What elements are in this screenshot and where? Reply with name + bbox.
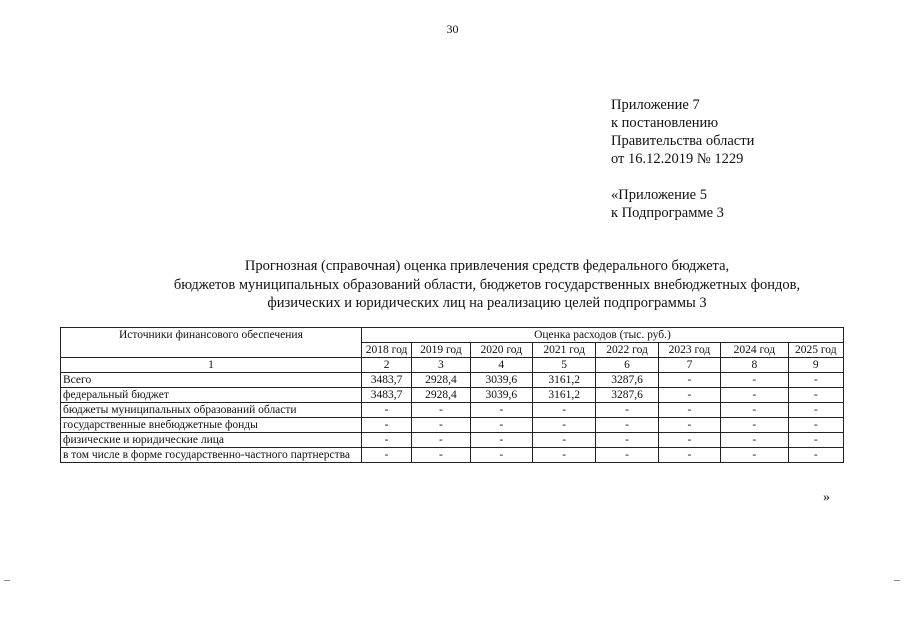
appendix-line: к постановлению: [611, 115, 719, 131]
value-cell: -: [788, 433, 843, 448]
table-header-row: [61, 328, 844, 343]
value-cell: 3161,2: [532, 373, 595, 388]
column-number-cell: 7: [658, 358, 720, 373]
value-cell: 3039,6: [470, 388, 532, 403]
value-cell: -: [658, 388, 720, 403]
appendix-ref-line: «Приложение 5: [611, 187, 707, 203]
value-cell: -: [788, 448, 843, 463]
value-cell: -: [412, 433, 470, 448]
value-cell: -: [721, 403, 788, 418]
source-header-cell: Источники финансового обеспечения: [61, 328, 362, 358]
value-cell: -: [532, 403, 595, 418]
value-cell: -: [361, 403, 411, 418]
year-cell: 2024 год: [721, 343, 788, 358]
value-cell: -: [532, 433, 595, 448]
value-cell: -: [658, 418, 720, 433]
appendix-ref-line: к Подпрограмме 3: [611, 205, 724, 221]
appendix-line: Правительства области: [611, 133, 755, 149]
title-line: физических и юридических лиц на реализацию целей подпрограммы 3: [267, 295, 707, 311]
year-cell: 2019 год: [412, 343, 470, 358]
row-label: Всего: [61, 373, 362, 388]
column-number-cell: 9: [788, 358, 843, 373]
page-number: 30: [446, 22, 459, 36]
value-cell: -: [788, 418, 843, 433]
value-cell: -: [721, 388, 788, 403]
value-cell: -: [596, 448, 658, 463]
value-cell: -: [412, 418, 470, 433]
value-cell: -: [788, 388, 843, 403]
value-cell: -: [470, 403, 532, 418]
appendix-line: Приложение 7: [611, 97, 700, 113]
value-cell: -: [788, 403, 843, 418]
value-cell: -: [658, 403, 720, 418]
closing-quote: »: [823, 490, 830, 505]
row-label: федеральный бюджет: [61, 388, 362, 403]
table-row: [61, 403, 844, 418]
table-row: [61, 448, 844, 463]
row-label: государственные внебюджетные фонды: [61, 418, 362, 433]
column-number-row: [61, 358, 844, 373]
table-row: [61, 433, 844, 448]
column-number-cell: 3: [412, 358, 470, 373]
appendix-block: [611, 96, 754, 168]
value-cell: -: [721, 448, 788, 463]
year-cell: 2023 год: [658, 343, 720, 358]
value-cell: -: [532, 448, 595, 463]
row-label: физические и юридические лица: [61, 433, 362, 448]
value-cell: 2928,4: [412, 373, 470, 388]
value-cell: 3039,6: [470, 373, 532, 388]
column-number-cell: 5: [532, 358, 595, 373]
table-row: [61, 418, 844, 433]
value-cell: -: [596, 418, 658, 433]
value-cell: -: [532, 418, 595, 433]
year-cell: 2021 год: [532, 343, 595, 358]
right-edge-mark: [894, 580, 900, 581]
table-row: [61, 388, 844, 403]
value-cell: -: [658, 448, 720, 463]
value-cell: -: [721, 418, 788, 433]
value-cell: -: [788, 373, 843, 388]
value-cell: -: [361, 448, 411, 463]
value-cell: -: [658, 433, 720, 448]
title-line: Прогнозная (справочная) оценка привлечения средств федерального бюджета,: [244, 258, 730, 274]
financing-table: [60, 327, 844, 463]
year-cell: 2018 год: [361, 343, 411, 358]
value-cell: 3483,7: [361, 373, 411, 388]
value-cell: -: [721, 373, 788, 388]
table-row: [61, 373, 844, 388]
year-cell: 2020 год: [470, 343, 532, 358]
column-number-cell: 1: [61, 358, 362, 373]
document-title: [100, 257, 874, 313]
value-cell: 2928,4: [412, 388, 470, 403]
estimate-header-cell: Оценка расходов (тыс. руб.): [361, 328, 843, 343]
value-cell: 3287,6: [596, 388, 658, 403]
column-number-cell: 2: [361, 358, 411, 373]
value-cell: 3483,7: [361, 388, 411, 403]
left-edge-mark: [4, 580, 10, 581]
value-cell: -: [721, 433, 788, 448]
value-cell: -: [596, 403, 658, 418]
row-label: бюджеты муниципальных образований области: [61, 403, 362, 418]
value-cell: -: [412, 403, 470, 418]
appendix-reference-block: [611, 186, 724, 222]
year-cell: 2025 год: [788, 343, 843, 358]
row-label: в том числе в форме государственно-частного партнерства: [61, 448, 362, 463]
value-cell: -: [412, 448, 470, 463]
year-cell: 2022 год: [596, 343, 658, 358]
value-cell: -: [470, 448, 532, 463]
value-cell: -: [658, 373, 720, 388]
title-line: бюджетов муниципальных образований области, бюджетов государственных внебюджетных фондов,: [173, 276, 801, 293]
value-cell: 3287,6: [596, 373, 658, 388]
appendix-line: от 16.12.2019 № 1229: [611, 151, 744, 167]
column-number-cell: 8: [721, 358, 788, 373]
column-number-cell: 4: [470, 358, 532, 373]
value-cell: -: [470, 418, 532, 433]
value-cell: 3161,2: [532, 388, 595, 403]
value-cell: -: [470, 433, 532, 448]
value-cell: -: [361, 418, 411, 433]
value-cell: -: [361, 433, 411, 448]
value-cell: -: [596, 433, 658, 448]
column-number-cell: 6: [596, 358, 658, 373]
